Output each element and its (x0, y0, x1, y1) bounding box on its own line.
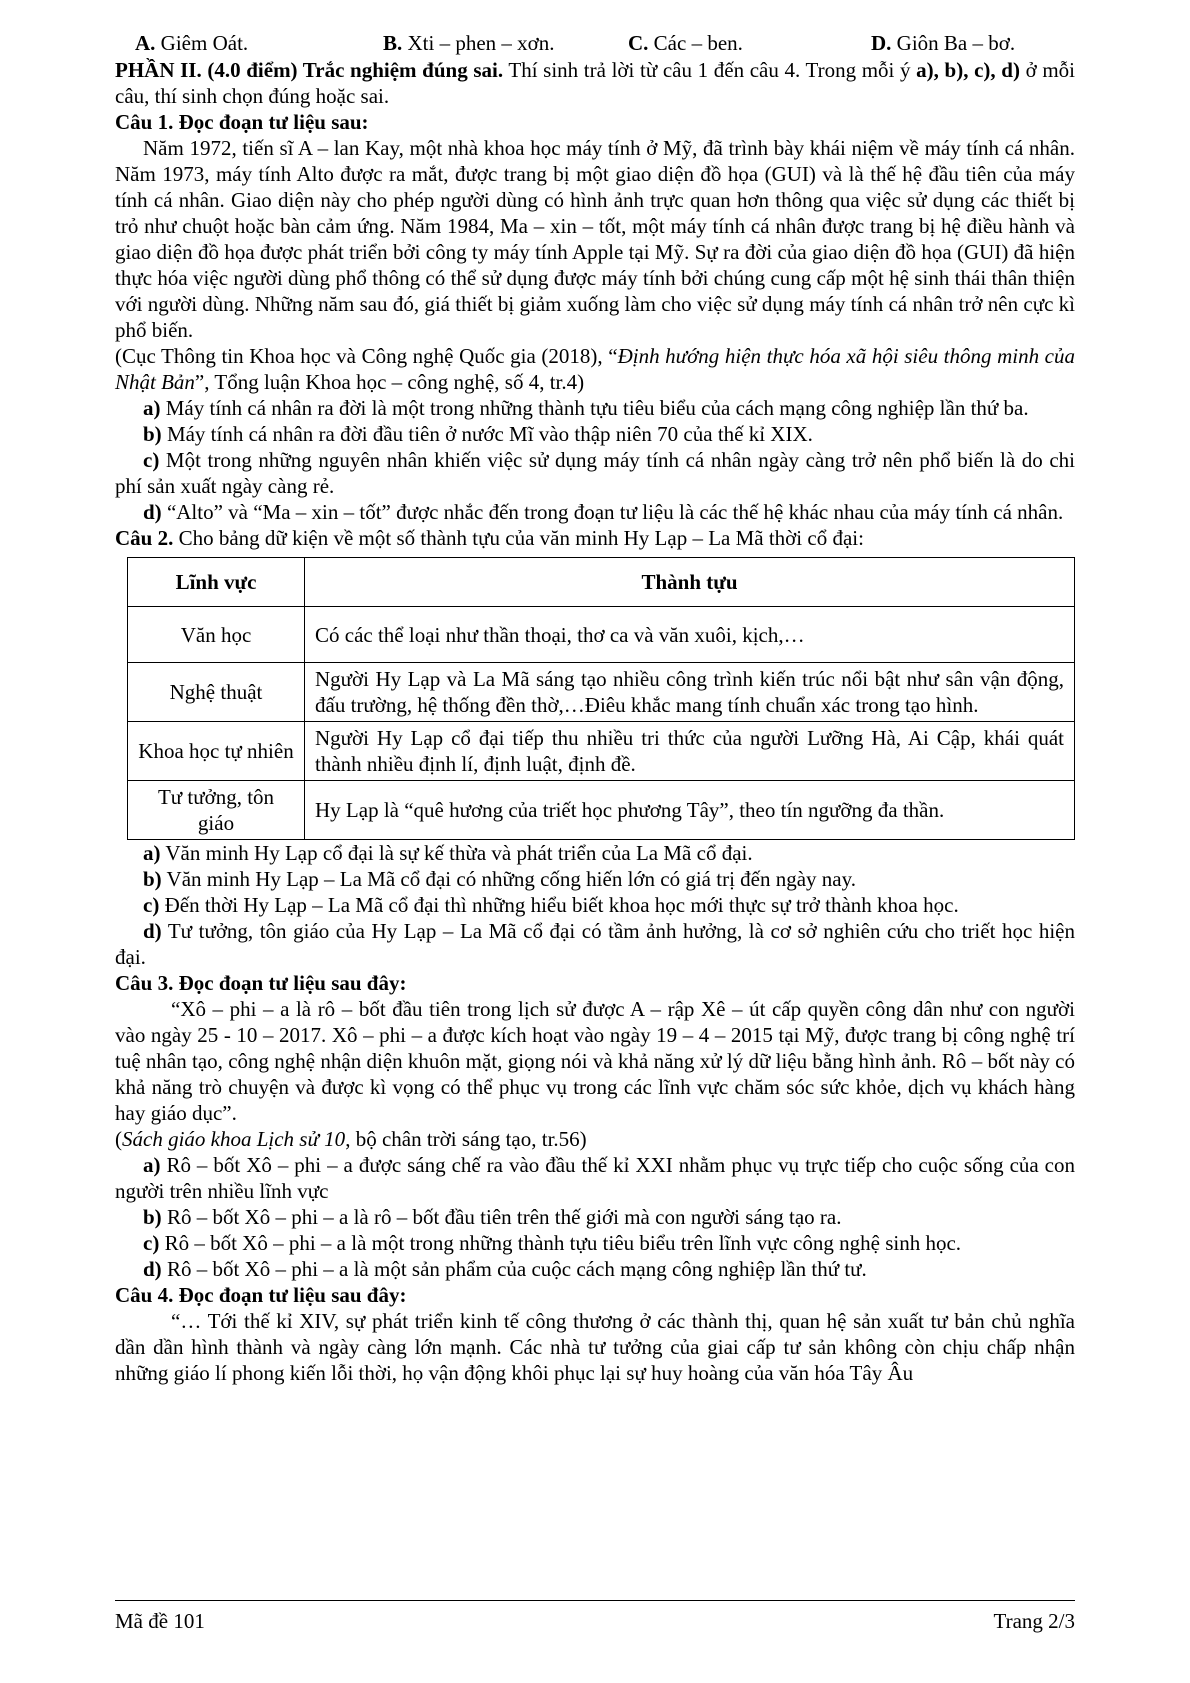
question-3-passage: “Xô – phi – a là rô – bốt đầu tiên trong lịch sử được A – rập Xê – út cấp quyền công dân như con người vào ngày 25 - 10 – 2017. Xô – phi – a được kích hoạt vào ngày 19 – 4 – 2015 tại Mỹ, được trang bị công nghệ trí tuệ nhân tạo, công nghệ nhận diện khuôn mặt, giọng nói và khả năng xử lý dữ liệu bằng hình ảnh. Rô – bốt này có khả năng trò chuyện và được kì vọng có thể phục vụ trong các lĩnh vực chăm sóc sức khỏe, dịch vụ khách hàng hay giáo dục”. (115, 997, 1075, 1125)
table-header-achievement: Thành tựu (305, 558, 1075, 607)
achievements-table (127, 557, 1075, 840)
question-2-item-b: b) Văn minh Hy Lạp – La Mã cổ đại có những cống hiến lớn có giá trị đến ngày nay. (143, 867, 856, 891)
part2-heading: PHẦN II. (4.0 điểm) Trắc nghiệm đúng sai. (115, 58, 504, 82)
option-b: B. Xti – phen – xơn. (383, 31, 555, 55)
question-3-item-a: a) Rô – bốt Xô – phi – a được sáng chế ra vào đầu thế kỉ XXI nhằm phục vụ trực tiếp cho cuộc sống của con người trên nhiều lĩnh vực (115, 1153, 1075, 1203)
question-3-item-c: c) Rô – bốt Xô – phi – a là một trong những thành tựu tiêu biểu trên lĩnh vực công nghệ sinh học. (143, 1231, 962, 1255)
question-1-passage: Năm 1972, tiến sĩ A – lan Kay, một nhà khoa học máy tính ở Mỹ, đã trình bày khái niệm về máy tính cá nhân. Năm 1973, máy tính Alto được ra mắt, được trang bị một giao diện đồ họa (GUI) và là thế hệ đầu tiên của máy tính cá nhân. Giao diện này cho phép người dùng có hình ảnh trực quan hơn thông qua việc sử dụng các thiết bị trỏ như chuột hoặc bàn cảm ứng. Năm 1984, Ma – xin – tốt, một máy tính cá nhân được trang bị hệ điều hành và giao diện đồ họa được phát triển bởi công ty máy tính Apple tại Mỹ. Sự ra đời của giao diện đồ họa (GUI) đã hiện thực hóa việc người dùng phổ thông có thể sử dụng được máy tính bởi chúng cung cấp một hệ sinh thái thân thiện với người dùng. Những năm sau đó, giá thiết bị giảm xuống làm cho việc sử dụng máy tính cá nhân trở nên cực kì phổ biến. (115, 136, 1075, 342)
table-cell-achievement: Người Hy Lạp và La Mã sáng tạo nhiều công trình kiến trúc nổi bật như sân vận động, đấu trường, hệ thống đền thờ,…Điêu khắc mang tính chuẩn xác trong tạo hình. (305, 663, 1075, 722)
exam-page (115, 30, 1075, 1386)
question-1-item-d: d) “Alto” và “Ma – xin – tốt” được nhắc đến trong đoạn tư liệu là các thế hệ khác nhau của máy tính cá nhân. (143, 500, 1064, 524)
table-row (128, 781, 1075, 840)
question-3-source: (Sách giáo khoa Lịch sử 10, bộ chân trời sáng tạo, tr.56) (115, 1127, 587, 1151)
table-cell-achievement: Có các thể loại như thần thoại, thơ ca và văn xuôi, kịch,… (305, 607, 1075, 663)
question-3-title: Câu 3. Đọc đoạn tư liệu sau đây: (115, 971, 407, 995)
question-1-source: (Cục Thông tin Khoa học và Công nghệ Quốc gia (2018), “Định hướng hiện thực hóa xã hội siêu thông minh của Nhật Bản”, Tổng luận Khoa học – công nghệ, số 4, tr.4) (115, 344, 1075, 394)
question-2-title: Câu 2. Cho bảng dữ kiện về một số thành tựu của văn minh Hy Lạp – La Mã thời cổ đại: (115, 526, 864, 550)
question-4-title: Câu 4. Đọc đoạn tư liệu sau đây: (115, 1283, 407, 1307)
option-c: C. Các – ben. (628, 31, 743, 55)
question-1-title: Câu 1. Đọc đoạn tư liệu sau: (115, 110, 369, 134)
question-2-item-d: d) Tư tưởng, tôn giáo của Hy Lạp – La Mã cổ đại có tầm ảnh hưởng, là cơ sở nghiên cứu cho triết học hiện đại. (115, 919, 1075, 969)
question-3-item-d: d) Rô – bốt Xô – phi – a là một sản phẩm của cuộc cách mạng công nghiệp lần thứ tư. (143, 1257, 867, 1281)
question-3-item-b: b) Rô – bốt Xô – phi – a là rô – bốt đầu tiên trên thế giới mà con người sáng tạo ra. (143, 1205, 842, 1229)
question-2-item-c: c) Đến thời Hy Lạp – La Mã cổ đại thì những hiểu biết khoa học mới thực sự trở thành khoa học. (143, 893, 959, 917)
question-1-item-a: a) Máy tính cá nhân ra đời là một trong những thành tựu tiêu biểu của cách mạng công nghiệp lần thứ ba. (143, 396, 1029, 420)
table-cell-field: Khoa học tự nhiên (128, 722, 305, 781)
question-4-passage: “… Tới thế kỉ XIV, sự phát triển kinh tế công thương ở các thành thị, quan hệ sản xuất tư bản chủ nghĩa dần dần hình thành và ngày càng lớn mạnh. Các nhà tư tưởng của giai cấp tư sản không còn chịu chấp nhận những giáo lí phong kiến lỗi thời, họ vận động khôi phục lại sự huy hoàng của văn hóa Tây Âu (115, 1309, 1075, 1385)
exam-code: Mã đề 101 (115, 1609, 205, 1633)
table-header-row (128, 558, 1075, 607)
table-row (128, 607, 1075, 663)
table-cell-field: Tư tưởng, tôn giáo (128, 781, 305, 840)
question-1-item-c: c) Một trong những nguyên nhân khiến việc sử dụng máy tính cá nhân ngày càng trở nên phổ biến là do chi phí sản xuất ngày càng rẻ. (115, 448, 1075, 498)
table-cell-achievement: Người Hy Lạp cổ đại tiếp thu nhiều tri thức của người Lưỡng Hà, Ai Cập, khái quát thành nhiều định lí, định luật, định đề. (305, 722, 1075, 781)
table-header-field: Lĩnh vực (128, 558, 305, 607)
answer-options-row (115, 30, 1075, 57)
table-cell-achievement: Hy Lạp là “quê hương của triết học phương Tây”, theo tín ngưỡng đa thần. (305, 781, 1075, 840)
table-cell-field: Văn học (128, 607, 305, 663)
question-1-item-b: b) Máy tính cá nhân ra đời đầu tiên ở nước Mĩ vào thập niên 70 của thế kỉ XIX. (143, 422, 813, 446)
table-row (128, 663, 1075, 722)
table-row (128, 722, 1075, 781)
option-d: D. Giôn Ba – bơ. (871, 31, 1016, 55)
page-number: Trang 2/3 (993, 1609, 1075, 1633)
page-footer (115, 1600, 1075, 1634)
part2-instructions: PHẦN II. (4.0 điểm) Trắc nghiệm đúng sai. Thí sinh trả lời từ câu 1 đến câu 4. Trong mỗi ý a), b), c), d) ở mỗi câu, thí sinh chọn đúng hoặc sai. (115, 58, 1075, 108)
table-cell-field: Nghệ thuật (128, 663, 305, 722)
question-2-item-a: a) Văn minh Hy Lạp cổ đại là sự kế thừa và phát triển của La Mã cổ đại. (143, 841, 753, 865)
option-a: A. Giêm Oát. (135, 31, 249, 55)
